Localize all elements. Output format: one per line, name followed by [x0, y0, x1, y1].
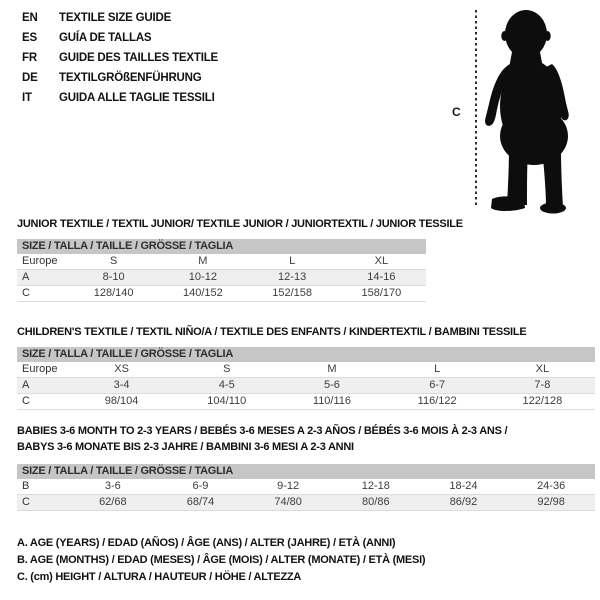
value-cell: M	[279, 362, 384, 378]
value-cell: 12-13	[248, 270, 337, 286]
height-measure-label: C	[452, 105, 461, 119]
value-cell: 86/92	[420, 495, 508, 511]
value-cell: XL	[490, 362, 595, 378]
value-cell: 140/152	[158, 286, 247, 302]
row-label-cell: Europe	[17, 254, 69, 270]
table-row	[17, 495, 595, 511]
language-row	[22, 88, 218, 108]
value-cell: 110/116	[279, 394, 384, 410]
value-cell: 92/98	[507, 495, 595, 511]
legend-line: B. AGE (MONTHS) / EDAD (MESES) / ÂGE (MOIS) / ALTER (MONATE) / ETÀ (MESI)	[17, 554, 426, 566]
table-row	[17, 270, 426, 286]
language-code: EN	[22, 12, 38, 24]
size-header-row	[17, 347, 595, 362]
language-list	[22, 8, 218, 108]
table-title-line: CHILDREN'S TEXTILE / TEXTIL NIÑO/A / TEXTILE DES ENFANTS / KINDERTEXTIL / BAMBINI TESSILE	[17, 326, 527, 338]
size-header-row	[17, 464, 595, 479]
table-title-line: BABYS 3-6 MONATE BIS 2-3 JAHRE / BAMBINI 3-6 MESI A 2-3 ANNI	[17, 441, 354, 453]
value-cell: 128/140	[69, 286, 158, 302]
value-cell: 116/122	[385, 394, 490, 410]
language-code: FR	[22, 52, 37, 64]
value-cell: 12-18	[332, 479, 420, 495]
value-cell: 152/158	[248, 286, 337, 302]
language-row	[22, 48, 218, 68]
measure-legend	[17, 535, 425, 586]
value-cell: 4-5	[174, 378, 279, 394]
table-row	[17, 362, 595, 378]
value-cell: S	[69, 254, 158, 270]
baby-silhouette-icon	[482, 6, 594, 216]
language-row	[22, 28, 218, 48]
value-cell: 3-6	[69, 479, 157, 495]
row-label-cell: A	[17, 378, 69, 394]
size-header-cell: SIZE / TALLA / TAILLE / GRÖSSE / TAGLIA	[17, 464, 595, 479]
row-label-cell: B	[17, 479, 69, 495]
value-cell: 10-12	[158, 270, 247, 286]
table-row	[17, 286, 426, 302]
children-table-title	[17, 324, 526, 340]
row-label-cell: A	[17, 270, 69, 286]
value-cell: 6-9	[157, 479, 245, 495]
value-cell: 68/74	[157, 495, 245, 511]
value-cell: 8-10	[69, 270, 158, 286]
children-size-table	[17, 347, 595, 410]
row-label-cell: C	[17, 495, 69, 511]
size-header-row	[17, 239, 426, 254]
value-cell: 7-8	[490, 378, 595, 394]
language-label: GUÍA DE TALLAS	[59, 32, 152, 44]
value-cell: 24-36	[507, 479, 595, 495]
language-label: TEXTILGRÖßENFÜHRUNG	[59, 72, 202, 84]
language-row	[22, 68, 218, 88]
value-cell: 3-4	[69, 378, 174, 394]
row-label-cell: C	[17, 394, 69, 410]
table-title-line: JUNIOR TEXTILE / TEXTIL JUNIOR/ TEXTILE JUNIOR / JUNIORTEXTIL / JUNIOR TESSILE	[17, 218, 463, 230]
row-label-cell: C	[17, 286, 69, 302]
value-cell: 14-16	[337, 270, 426, 286]
language-code: ES	[22, 32, 37, 44]
value-cell: 122/128	[490, 394, 595, 410]
junior-table-title	[17, 216, 463, 232]
language-code: DE	[22, 72, 38, 84]
row-label-cell: Europe	[17, 362, 69, 378]
size-header-cell: SIZE / TALLA / TAILLE / GRÖSSE / TAGLIA	[17, 239, 426, 254]
value-cell: 80/86	[332, 495, 420, 511]
size-header-cell: SIZE / TALLA / TAILLE / GRÖSSE / TAGLIA	[17, 347, 595, 362]
value-cell: L	[385, 362, 490, 378]
value-cell: M	[158, 254, 247, 270]
size-guide-figure	[440, 0, 600, 220]
value-cell: 98/104	[69, 394, 174, 410]
table-row	[17, 394, 595, 410]
language-label: TEXTILE SIZE GUIDE	[59, 12, 172, 24]
table-title-line: BABIES 3-6 MONTH TO 2-3 YEARS / BEBÉS 3-6 MESES A 2-3 AÑOS / BÉBÉS 3-6 MOIS À 2-3 ANS /	[17, 425, 508, 437]
value-cell: XS	[69, 362, 174, 378]
value-cell: 9-12	[244, 479, 332, 495]
value-cell: 6-7	[385, 378, 490, 394]
value-cell: S	[174, 362, 279, 378]
table-row	[17, 378, 595, 394]
language-row	[22, 8, 218, 28]
language-code: IT	[22, 92, 32, 104]
height-reference-dotted-line	[475, 10, 477, 207]
value-cell: 5-6	[279, 378, 384, 394]
value-cell: 104/110	[174, 394, 279, 410]
table-row	[17, 254, 426, 270]
language-label: GUIDE DES TAILLES TEXTILE	[59, 52, 218, 64]
value-cell: 62/68	[69, 495, 157, 511]
value-cell: XL	[337, 254, 426, 270]
legend-line: A. AGE (YEARS) / EDAD (AÑOS) / ÂGE (ANS) / ALTER (JAHRE) / ETÀ (ANNI)	[17, 537, 396, 549]
legend-line: C. (cm) HEIGHT / ALTURA / HAUTEUR / HÖHE / ALTEZZA	[17, 571, 302, 583]
value-cell: L	[248, 254, 337, 270]
table-row	[17, 479, 595, 495]
babies-table-title	[17, 423, 507, 455]
junior-size-table	[17, 239, 426, 302]
value-cell: 158/170	[337, 286, 426, 302]
value-cell: 18-24	[420, 479, 508, 495]
babies-size-table	[17, 464, 595, 511]
language-label: GUIDA ALLE TAGLIE TESSILI	[59, 92, 215, 104]
value-cell: 74/80	[244, 495, 332, 511]
